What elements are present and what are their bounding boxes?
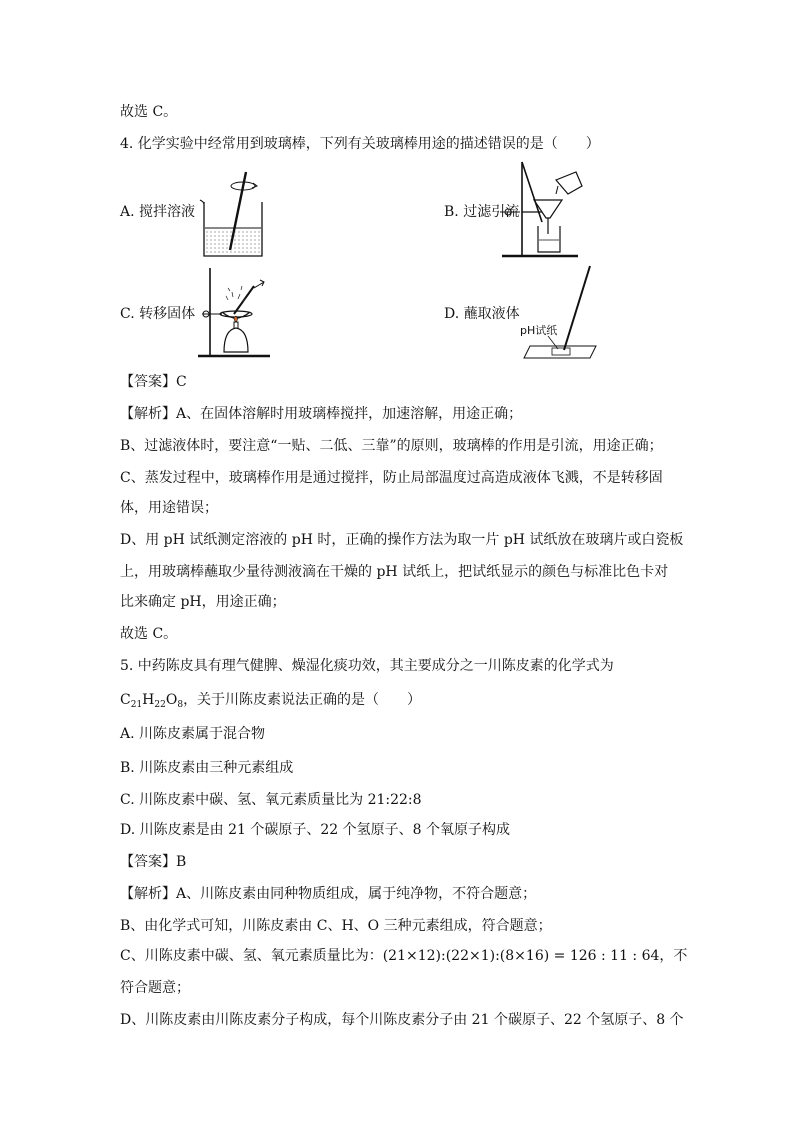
explanation-4-line: 体，用途错误；	[120, 500, 218, 516]
question-4-stem: 4. 化学实验中经常用到玻璃棒，下列有关玻璃棒用途的描述错误的是（ ）	[120, 136, 600, 152]
option-5b: B. 川陈皮素由三种元素组成	[120, 760, 294, 776]
explanation-4-line: 比来确定 pH，用途正确；	[120, 594, 286, 610]
filtration-figure	[496, 160, 586, 264]
explanation-4-line: C、蒸发过程中，玻璃棒作用是通过搅拌，防止局部温度过高造成液体飞溅，不是转移固	[120, 470, 663, 486]
question-5-stem: 5. 中药陈皮具有理气健脾、燥湿化痰功效，其主要成分之一川陈皮素的化学式为	[120, 658, 614, 674]
option-d-label: D. 蘸取液体	[444, 306, 520, 322]
ph-paper-figure	[518, 262, 610, 362]
ph-paper-label: pH试纸	[520, 324, 558, 337]
explanation-5-line: B、由化学式可知，川陈皮素由 C、H、O 三种元素组成，符合题意；	[120, 918, 552, 934]
option-5c: C. 川陈皮素中碳、氢、氧元素质量比为 21:22:8	[120, 792, 422, 808]
beaker-stirring-figure	[196, 170, 286, 260]
option-a-label: A. 搅拌溶液	[120, 204, 196, 220]
option-5d: D. 川陈皮素是由 21 个碳原子、22 个氢原子、8 个氧原子构成	[120, 822, 510, 838]
chemical-formula: $C_{21}H_{22}O_8$	[120, 692, 184, 710]
explanation-5-line: 【解析】A、川陈皮素由同种物质组成，属于纯净物，不符合题意；	[120, 886, 537, 902]
answer-4: 【答案】C	[120, 374, 187, 390]
text-line: 故选 C。	[120, 104, 178, 120]
explanation-4-line: 上，用玻璃棒蘸取少量待测液滴在干燥的 pH 试纸上，把试纸显示的颜色与标准比色卡对	[120, 564, 669, 580]
explanation-5-line: C、川陈皮素中碳、氢、氧元素质量比为：(21×12):(22×1):(8×16) = 126 : 11 : 64，不	[120, 948, 688, 964]
explanation-4-line: B、过滤液体时，要注意“一贴、二低、三靠”的原则，玻璃棒的作用是引流，用途正确；	[120, 438, 663, 454]
option-5a: A. 川陈皮素属于混合物	[120, 726, 266, 742]
explanation-4-line: D、用 pH 试纸测定溶液的 pH 时，正确的操作方法为取一片 pH 试纸放在玻璃片或白瓷板	[120, 532, 684, 548]
evaporation-figure	[194, 266, 278, 362]
answer-5: 【答案】B	[120, 854, 187, 870]
explanation-5-line: 符合题意；	[120, 980, 190, 996]
mass-ratio-formula: (21×12):(22×1):(8×16) = 126 : 11 : 64	[382, 948, 660, 964]
question-5-stem-cont: $C_{21}H_{22}O_8$，关于川陈皮素说法正确的是（ ）	[120, 692, 422, 710]
option-c-label: C. 转移固体	[120, 306, 196, 322]
explanation-5-line: D、川陈皮素由川陈皮素分子构成，每个川陈皮素分子由 21 个碳原子、22 个氢原子、8 个	[120, 1012, 684, 1028]
text-line: 故选 C。	[120, 626, 178, 642]
option-b-label: B. 过滤引流	[444, 204, 520, 220]
explanation-4-line: 【解析】A、在固体溶解时用玻璃棒搅拌，加速溶解，用途正确；	[120, 406, 523, 422]
